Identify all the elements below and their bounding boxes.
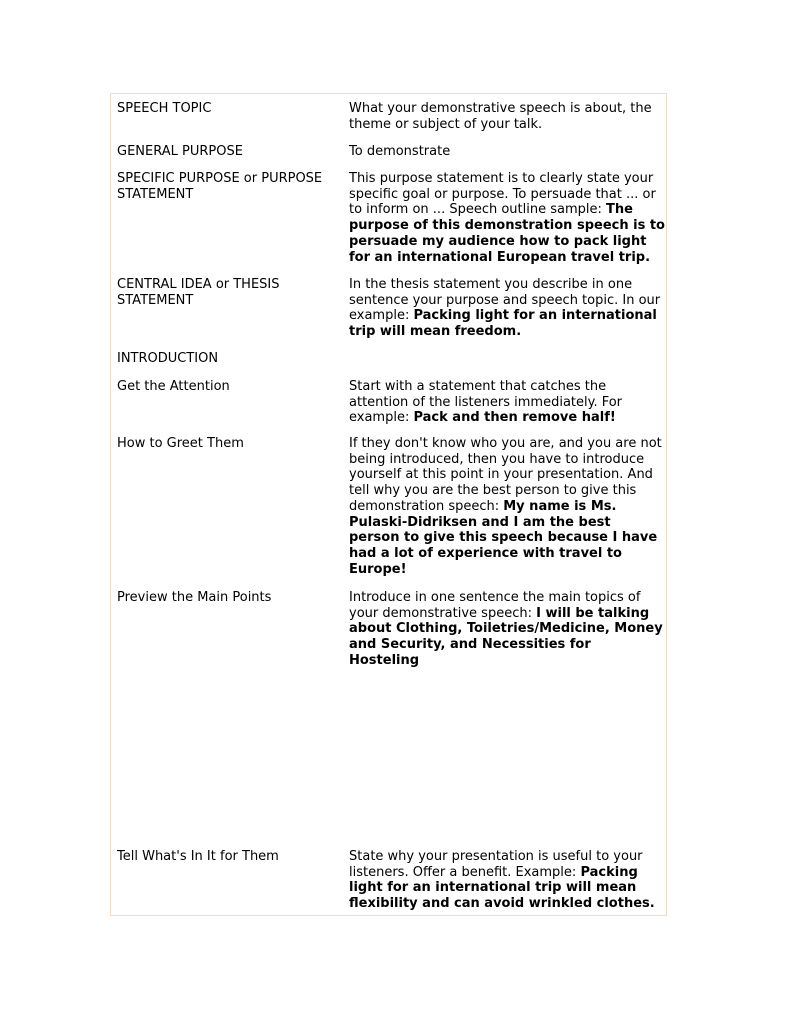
row-label: GENERAL PURPOSE bbox=[117, 144, 243, 159]
row-label: INTRODUCTION bbox=[117, 351, 219, 366]
row-description bbox=[349, 436, 665, 577]
row-description bbox=[349, 379, 665, 426]
row-description bbox=[349, 849, 665, 912]
description-text: What your demonstrative speech is about, the theme or subject of your talk. bbox=[349, 101, 652, 132]
description-text: Start with a statement that catches the attention of the listeners immediately. For example: bbox=[349, 379, 623, 426]
row-description bbox=[349, 101, 665, 132]
row-description bbox=[349, 144, 665, 160]
description-text: This purpose statement is to clearly state your specific goal or purpose. To persuade that ... or to inform on ... Speech outline sample: bbox=[349, 171, 656, 218]
example-text: Pack and then remove half! bbox=[413, 410, 616, 426]
description-text: State why your presentation is useful to your listeners. Offer a benefit. Example: bbox=[349, 849, 643, 880]
row-description bbox=[349, 277, 665, 340]
example-text: The purpose of this demonstration speech is to persuade my audience how to pack light for an international European travel trip. bbox=[349, 202, 665, 265]
description-text: In the thesis statement you describe in one sentence your purpose and speech topic. In our example: bbox=[349, 277, 661, 324]
row-label: SPEECH TOPIC bbox=[117, 101, 212, 116]
description-text: Introduce in one sentence the main topics of your demonstrative speech: bbox=[349, 590, 641, 621]
row-description bbox=[349, 171, 665, 265]
example-text: Packing light for an international trip will mean flexibility and can avoid wrinkled clothes. bbox=[349, 864, 655, 912]
description-text: If they don't know who you are, and you are not being introduced, then you have to introduce yourself at this point in your presentation. And tell why you are the best person to give this demonstration speech: bbox=[349, 436, 662, 514]
row-label: Preview the Main Points bbox=[117, 590, 272, 605]
description-text: To demonstrate bbox=[349, 144, 451, 159]
example-text: My name is Ms. Pulaski-Didriksen and I am the best person to give this speech because I have had a lot of experience with travel to Europe! bbox=[349, 498, 658, 577]
row-label: Tell What's In It for Them bbox=[117, 849, 279, 864]
row-label: SPECIFIC PURPOSE or PURPOSE STATEMENT bbox=[117, 171, 323, 202]
example-text: Packing light for an international trip will mean freedom. bbox=[349, 308, 657, 340]
speech-outline-table bbox=[110, 93, 667, 916]
example-text: I will be talking about Clothing, Toiletries/Medicine, Money and Security, and Necessities for Hosteling bbox=[349, 605, 663, 668]
row-label: CENTRAL IDEA or THESIS STATEMENT bbox=[117, 277, 280, 308]
row-label: Get the Attention bbox=[117, 379, 230, 394]
row-description bbox=[349, 590, 665, 669]
row-label: How to Greet Them bbox=[117, 436, 244, 451]
